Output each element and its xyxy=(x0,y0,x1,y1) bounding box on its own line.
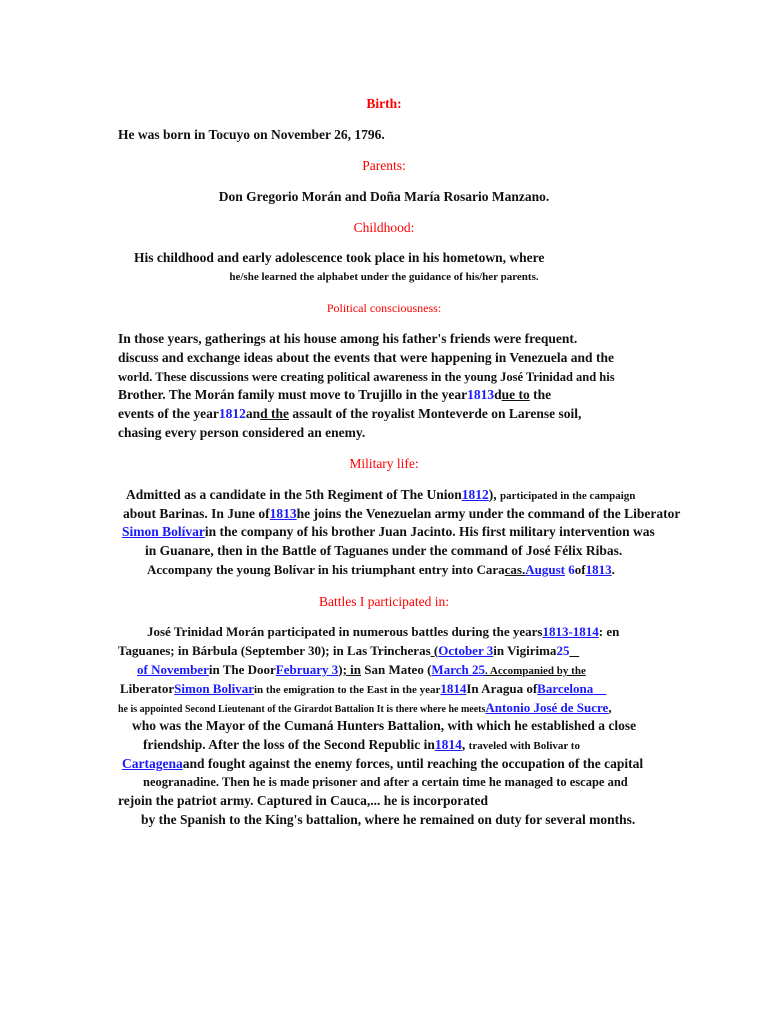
link-1814[interactable]: 1814 xyxy=(572,624,599,639)
text-span: participated in the campaign xyxy=(500,490,636,502)
year-1813: 1813 xyxy=(467,387,495,402)
political-line-2: discuss and exchange ideas about the events that were happening in Venezuela and the xyxy=(118,350,614,365)
text-span: Accompany the young Bolívar in his triumphant entry into Cara xyxy=(147,562,505,577)
text-span xyxy=(593,681,606,696)
text-span: , xyxy=(608,700,612,715)
text-span: 6 xyxy=(565,562,575,577)
link-august[interactable]: August xyxy=(525,562,565,577)
link-march-25[interactable]: March 25 xyxy=(431,662,485,677)
text-span: Admitted as a candidate in the 5th Regiment of The Union xyxy=(126,487,462,502)
political-line-5 xyxy=(118,405,581,423)
battles-line-2 xyxy=(118,642,579,660)
link-1813[interactable]: 1813 xyxy=(542,624,569,639)
text-span: traveled with Bolivar to xyxy=(468,740,580,752)
political-line-3: world. These discussions were creating political awareness in the young José Trinidad and his xyxy=(118,370,615,384)
text-span: he joins the Venezuelan army under the command of the Liberator xyxy=(296,506,681,521)
link-simon-bolivar[interactable]: Simon Bolivar xyxy=(174,681,254,696)
battles-line-8 xyxy=(122,755,643,773)
text-span: d the xyxy=(260,406,289,421)
heading-birth: Birth: xyxy=(366,96,402,111)
parents-text: Don Gregorio Morán and Doña María Rosario Manzano. xyxy=(218,189,550,204)
political-line-1: In those years, gatherings at his house among his father's friends were frequent. xyxy=(118,331,578,346)
military-line-3 xyxy=(122,523,655,541)
text-span: . Accompanied by the xyxy=(484,665,586,677)
text-span: , xyxy=(461,737,469,752)
link-1813[interactable]: 1813 xyxy=(269,506,297,521)
battles-line-3 xyxy=(137,661,586,680)
battles-line-11: by the Spanish to the King's battalion, where he remained on duty for several months. xyxy=(141,812,636,827)
battles-line-5 xyxy=(118,699,612,719)
text-span: José Trinidad Morán participated in numerous battles during the years xyxy=(147,624,543,639)
text-span: about Barinas. In June of xyxy=(123,506,270,521)
text-span: assault of the royalist Monteverde on Larense soil, xyxy=(289,406,582,421)
childhood-line-1: His childhood and early adolescence took place in his hometown, where xyxy=(134,250,545,265)
text-span: d xyxy=(494,387,502,402)
text-span: the xyxy=(529,387,552,402)
battles-line-10: rejoin the patriot army. Captured in Cauca,... he is incorporated xyxy=(118,793,488,808)
link-simon-bolivar[interactable]: Simon Bolívar xyxy=(122,524,205,539)
link-antonio-jose-de-sucre[interactable]: Antonio José de Sucre xyxy=(485,700,609,715)
battles-line-7 xyxy=(143,736,580,755)
link-1813[interactable]: 1813 xyxy=(585,562,612,577)
childhood-line-2: he/she learned the alphabet under the guidance of his/her parents. xyxy=(229,271,539,283)
heading-childhood: Childhood: xyxy=(353,220,415,235)
year-1812: 1812 xyxy=(218,406,246,421)
text-span: events of the year xyxy=(118,406,219,421)
link-1814[interactable]: 1814 xyxy=(440,681,467,696)
text-span: friendship. After the loss of the Second Republic in xyxy=(143,737,435,752)
text-span: ), xyxy=(488,487,501,502)
text-span: an xyxy=(245,406,261,421)
link-february-3[interactable]: February 3 xyxy=(275,662,339,677)
battles-line-1 xyxy=(147,623,619,641)
heading-political: Political consciousness: xyxy=(326,301,442,315)
link-barcelona[interactable]: Barcelona xyxy=(537,681,594,696)
heading-parents: Parents: xyxy=(362,158,406,173)
link-1814[interactable]: 1814 xyxy=(434,737,462,752)
text-span: he is appointed Second Lieutenant of the Girardot Battalion It is there where he meets xyxy=(118,704,486,715)
military-line-2 xyxy=(123,505,680,523)
political-line-4 xyxy=(118,386,551,404)
text-span: 25 xyxy=(556,643,570,658)
text-span: in the company of his brother Juan Jacinto. His first military intervention was xyxy=(204,524,655,539)
link-1812[interactable]: 1812 xyxy=(461,487,489,502)
text-span: Liberator xyxy=(120,681,175,696)
heading-battles: Battles I participated in: xyxy=(318,594,450,609)
link-october-3[interactable]: October 3 xyxy=(438,643,494,658)
text-span: and fought against the enemy forces, until reaching the occupation of the capital xyxy=(182,756,644,771)
battles-line-9: neogranadine. Then he is made prisoner and after a certain time he managed to escape and xyxy=(143,775,628,789)
military-line-1 xyxy=(126,486,635,505)
political-line-6: chasing every person considered an enemy. xyxy=(118,425,366,440)
text-span: ); in xyxy=(338,662,361,677)
text-span xyxy=(569,643,579,658)
text-span: San Mateo ( xyxy=(361,662,432,677)
text-span: - xyxy=(568,624,573,639)
text-span: In Aragua of xyxy=(466,681,538,696)
text-span: in Vigirima xyxy=(493,643,557,658)
text-span: ( xyxy=(430,643,439,658)
text-span: cas. xyxy=(504,562,526,577)
text-span: : en xyxy=(598,624,620,639)
military-line-4: in Guanare, then in the Battle of Taguanes under the command of José Félix Ribas. xyxy=(145,543,623,558)
link-cartagena[interactable]: Cartagena xyxy=(122,756,183,771)
heading-military: Military life: xyxy=(349,456,419,471)
battles-line-6: who was the Mayor of the Cumaná Hunters Battalion, with which he established a close xyxy=(132,718,637,733)
text-span: ue to xyxy=(501,387,530,402)
text-span: of xyxy=(574,562,586,577)
text-span: in the emigration to the East in the year xyxy=(253,684,441,696)
text-span: Brother. The Morán family must move to Trujillo in the year xyxy=(118,387,468,402)
birth-text: He was born in Tocuyo on November 26, 1796. xyxy=(118,127,385,142)
text-span: in The Door xyxy=(208,662,276,677)
battles-line-4 xyxy=(120,680,606,699)
text-span: . xyxy=(611,562,615,577)
text-span: Taguanes; in Bárbula (September 30); in Las Trincheras xyxy=(118,643,431,658)
link-of-november[interactable]: of November xyxy=(137,662,209,677)
military-line-5 xyxy=(147,561,615,579)
